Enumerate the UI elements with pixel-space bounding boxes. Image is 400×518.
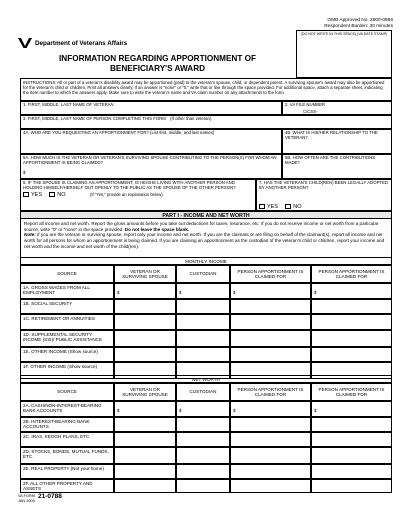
instructions	[20, 78, 392, 101]
q7-no-checkbox[interactable]	[285, 204, 291, 209]
date-stamp-box	[296, 30, 392, 78]
contribution-frequency-label: 5B. HOW OFTEN ARE THE CONTRIBUTIONS MADE?	[285, 155, 376, 165]
veteran-name-field[interactable]	[20, 101, 282, 115]
networth-amount-field[interactable]	[230, 464, 311, 479]
income-row-label: 1A. GROSS WAGES FROM ALL EMPLOYMENT	[20, 283, 114, 299]
completer-name-label: 3. FIRST, MIDDLE, LAST NAME OF PERSON COMPLETING THIS FORM	[23, 116, 166, 121]
respondent-burden: Respondent Burden: 30 minutes	[324, 23, 393, 29]
income-amount-field[interactable]	[230, 299, 311, 314]
footer-form-number: 21-0788	[38, 493, 62, 500]
networth-amount-field[interactable]	[176, 432, 230, 447]
title-line-1: INFORMATION REGARDING APPORTIONMENT OF	[59, 54, 256, 63]
networth-row-label: 2B. INTEREST-BEARING BANK ACCOUNTS	[20, 417, 114, 432]
networth-amount-field[interactable]	[114, 432, 176, 447]
networth-header-col-3: PERSON APPORTIONMENT IS CLAIMED FOR	[230, 383, 311, 401]
networth-amount-field[interactable]	[176, 447, 230, 464]
networth-amount-field[interactable]	[176, 417, 230, 432]
q7-yes-checkbox[interactable]	[259, 204, 265, 209]
dollar-sign: $	[314, 408, 317, 414]
income-amount-field[interactable]	[176, 314, 230, 330]
dollar-sign: $	[233, 408, 236, 414]
networth-header-col-1: VETERAN OR SURVIVING SPOUSE	[114, 383, 176, 401]
networth-amount-field[interactable]	[230, 417, 311, 432]
part1-text-bold: Do not leave the space blank.	[124, 226, 190, 232]
part1-instructions	[20, 219, 392, 257]
networth-amount-field[interactable]	[114, 401, 176, 417]
networth-header-col-2: CUSTODIAN	[176, 383, 230, 401]
networth-header-col-4: PERSON APPORTIONMENT IS CLAIMED FOR	[311, 383, 392, 401]
va-file-number-label: 2. VA FILE NUMBER	[285, 102, 326, 107]
income-row-label: 1B. SOCIAL SECURITY	[20, 299, 114, 314]
networth-amount-field[interactable]	[114, 464, 176, 479]
networth-amount-field[interactable]	[114, 417, 176, 432]
agency-header	[18, 38, 127, 48]
veteran-name-label: 1. FIRST, MIDDLE, LAST NAME OF VETERAN	[23, 102, 114, 107]
income-amount-field[interactable]	[114, 314, 176, 330]
dollar-sign: $	[117, 408, 120, 414]
completer-name-field[interactable]	[20, 115, 392, 129]
networth-amount-field[interactable]	[230, 479, 311, 493]
footer-va-form: VA FORM	[18, 494, 35, 498]
income-header-col-1: VETERAN OR SURVIVING SPOUSE	[114, 265, 176, 283]
networth-amount-field[interactable]	[230, 447, 311, 464]
income-amount-field[interactable]	[311, 314, 392, 330]
q7-yes-label: YES	[267, 203, 279, 210]
income-amount-field[interactable]	[311, 283, 392, 299]
contribution-frequency-field[interactable]	[282, 154, 392, 179]
spouse-cohabitation-label: 6. IF THE SPOUSE IS CLAIMING AN APPORTIONMENT, IS HE/SHE LIVING WITH ANOTHER PERSON AND HOLDING HIMSELF/HERSELF OUT OPENLY TO THE PUBLIC AS THE SPOUSE OF THE OTHER PERSON?	[23, 180, 236, 190]
networth-amount-field[interactable]	[311, 479, 392, 493]
income-header-col-4: PERSON APPORTIONMENT IS CLAIMED FOR	[311, 265, 392, 283]
income-amount-field[interactable]	[230, 347, 311, 362]
omb-approval	[324, 18, 393, 29]
networth-amount-field[interactable]	[114, 479, 176, 493]
part1-note-label: Note:	[24, 232, 36, 238]
relationship-label: 4B. WHAT IS HIS/HER RELATIONSHIP TO THE VETERAN?	[285, 130, 378, 140]
income-header-col-0: SOURCE	[20, 265, 114, 283]
contribution-amount-field[interactable]	[20, 154, 282, 179]
income-amount-field[interactable]	[176, 330, 230, 347]
networth-header-col-0: SOURCE	[20, 383, 114, 401]
net-worth-title	[20, 375, 392, 383]
income-amount-field[interactable]	[230, 330, 311, 347]
income-amount-field[interactable]	[230, 314, 311, 330]
networth-amount-field[interactable]	[230, 432, 311, 447]
income-row-label: 1F. OTHER INCOME (Show source)	[20, 362, 114, 379]
income-amount-field[interactable]	[114, 283, 176, 299]
dollar-sign: $	[233, 290, 236, 296]
networth-amount-field[interactable]	[114, 447, 176, 464]
net-worth-title-text: NET WORTH	[192, 377, 220, 382]
part1-text-1: Report all income and net worth. Report the gross amounts before you take out deductions for taxes, insurance, etc. If you do not receive income or net worth from a particular source, write "0" or "none" in the space provided.	[24, 221, 379, 232]
income-row-label: 1E. OTHER INCOME (Show source)	[20, 347, 114, 362]
q6-yes-label: YES	[31, 191, 43, 198]
child-adoption-label: 7. HAS THE VETERAN'S CHILD(REN) BEEN LEGALLY ADOPTED BY ANOTHER PERSON?	[259, 180, 389, 190]
dollar-sign: $	[179, 290, 182, 296]
networth-amount-field[interactable]	[176, 464, 230, 479]
q6-no-label: NO	[57, 191, 66, 198]
part1-title	[20, 211, 392, 219]
relationship-field[interactable]	[282, 129, 392, 154]
income-amount-field[interactable]	[311, 299, 392, 314]
dollar-sign: $	[314, 290, 317, 296]
contribution-dollar: $	[23, 169, 26, 175]
income-amount-field[interactable]	[311, 330, 392, 347]
networth-amount-field[interactable]	[311, 432, 392, 447]
form-footer	[18, 494, 35, 503]
income-amount-field[interactable]	[176, 283, 230, 299]
date-stamp-label: (DO NOT WRITE IN THIS SPACE) (VA DATE STAMP)	[300, 32, 388, 36]
omb-number: OMB Approved No. 2900-0866	[327, 18, 393, 23]
dollar-sign: $	[117, 290, 120, 296]
child-adoption-field	[256, 179, 392, 211]
income-amount-field[interactable]	[114, 299, 176, 314]
file-number-prefix: C/CSS-	[303, 108, 318, 114]
networth-amount-field[interactable]	[311, 401, 392, 417]
networth-amount-field[interactable]	[311, 417, 392, 432]
networth-row-label: 2C. IRAS, KEOGH PLANS, ETC.	[20, 432, 114, 447]
income-header-col-3: PERSON APPORTIONMENT IS CLAIMED FOR	[230, 265, 311, 283]
income-amount-field[interactable]	[176, 347, 230, 362]
networth-amount-field[interactable]	[311, 464, 392, 479]
apportionment-for-label: 4A. WHO ARE YOU REQUESTING AN APPORTIONMENT FOR? (List first, middle, and last names)	[23, 130, 215, 135]
part1-title-text: PART I - INCOME AND NET WORTH	[162, 213, 250, 219]
va-file-number-field[interactable]	[282, 101, 392, 115]
networth-amount-field[interactable]	[311, 447, 392, 464]
networth-row-label: 2E. REAL PROPERTY (Not your home)	[20, 464, 114, 479]
footer-date: JAN 2005	[18, 498, 35, 503]
networth-amount-field[interactable]	[230, 401, 311, 417]
networth-row-label: 2D. STOCKS, BONDS, MUTUAL FUNDS, ETC.	[20, 447, 114, 464]
completer-name-note: (If other than veteran)	[170, 116, 212, 121]
income-amount-field[interactable]	[311, 347, 392, 362]
q6-no-checkbox[interactable]	[49, 192, 55, 197]
monthly-income-title-text: MONTHLY INCOME	[185, 259, 227, 264]
net-worth-table	[20, 383, 392, 492]
dollar-sign: $	[179, 408, 182, 414]
title-line-2: BENEFICIARY'S AWARD	[109, 64, 206, 74]
monthly-income-title	[20, 257, 392, 265]
income-amount-field[interactable]	[176, 299, 230, 314]
instructions-text: INSTRUCTIONS: All or part of a veteran's disability award may be apportioned (paid) to the veteran's spouse, child, or dependent parent. A surviving spouse's award may also be apportioned for the veteran's child or children. Print all answers clearly. If an answer is "none" or "0," write that or line through the space provided. For additional space, attach a separate sheet, indicating the item number to which the answers apply. Make sure to write the veteran's name and VA claim number on any attachments to the form.	[23, 80, 385, 96]
contribution-amount-label: 5A. HOW MUCH IS THE VETERAN OR VETERAN'S SURVIVING SPOUSE CONTRIBUTING TO THE PERSON(S) FOR WHOM AN APPORTIONMENT IS BEING CLAIMED?	[23, 155, 277, 165]
income-amount-field[interactable]	[230, 283, 311, 299]
q7-no-label: NO	[293, 203, 302, 210]
networth-amount-field[interactable]	[176, 401, 230, 417]
apportionment-for-field[interactable]	[20, 129, 282, 154]
agency-name: Department of Veterans Affairs	[35, 39, 128, 47]
va-seal-icon	[18, 38, 32, 48]
networth-row-label: 2A. CASH/NON-INTEREST-BEARING BANK ACCOUNTS	[20, 401, 114, 417]
part1-text-2: If you are the veteran or surviving spouse, report only your income and net worth. If you are the claimant or are filing on behalf of the claimant(s), report all income and net worth for all persons for whom an apportionment is being claimed. If you are claiming an apportionment as the custodian of the veteran's child or children, report your income and net worth and the income and net worth of the child(ren).	[24, 232, 385, 249]
income-row-label: 1C. RETIREMENT OR ANNUITIES	[20, 314, 114, 330]
income-amount-field[interactable]	[114, 347, 176, 362]
q6-yes-checkbox[interactable]	[23, 192, 29, 197]
income-amount-field[interactable]	[114, 330, 176, 347]
income-row-label: 1D. SUPPLEMENTAL SECURITY INCOME (SSI)/ PUBLIC ASSISTANCE	[20, 330, 114, 347]
income-header-col-2: CUSTODIAN	[176, 265, 230, 283]
form-title	[20, 54, 295, 75]
networth-amount-field[interactable]	[176, 479, 230, 493]
networth-row-label: 2F. ALL OTHER PROPERTY AND ASSETS	[20, 479, 114, 493]
q6-explanation-note: (If "Yes," provide an explanation below)	[90, 192, 163, 197]
monthly-income-table	[20, 265, 392, 369]
